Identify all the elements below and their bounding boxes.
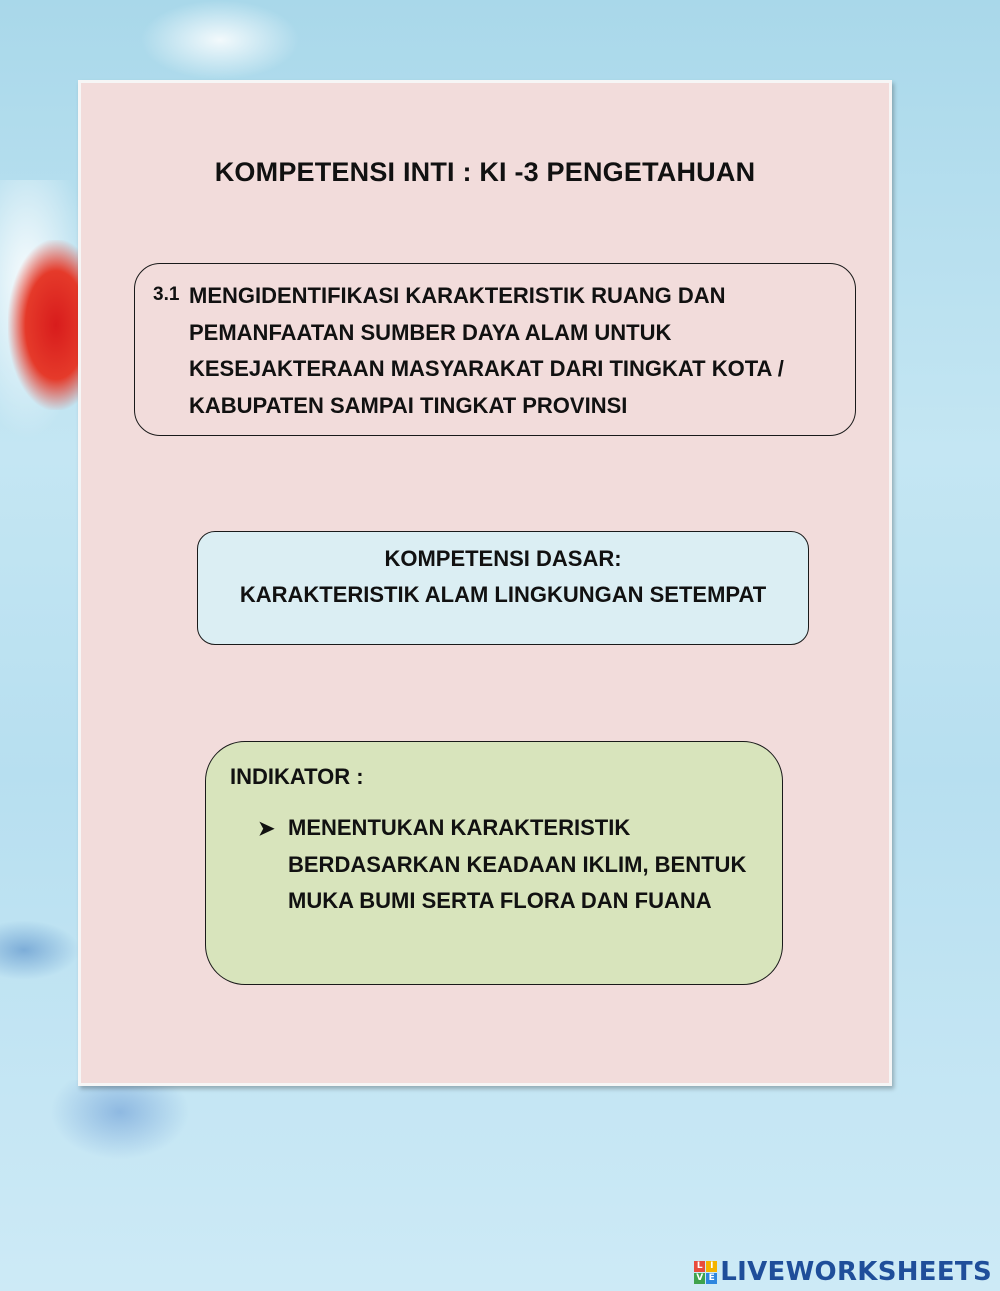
ki-line: KESEJAKTERAAN MASYARAKAT DARI TINGKAT KOTA /: [189, 356, 784, 381]
kompetensi-dasar-box: [197, 531, 809, 645]
arrow-bullet-icon: ➤: [258, 818, 275, 840]
ki-line: MENGIDENTIFIKASI KARAKTERISTIK RUANG DAN: [189, 283, 726, 308]
page-title: KOMPETENSI INTI : KI -3 PENGETAHUAN: [214, 157, 756, 187]
background-branch-decoration: [0, 920, 80, 980]
kd-text: KARAKTERISTIK ALAM LINGKUNGAN SETEMPAT: [239, 582, 767, 607]
indikator-line: MENENTUKAN KARAKTERISTIK: [288, 815, 631, 840]
worksheet-card: [78, 80, 892, 1086]
ki-number: 3.1: [153, 284, 180, 305]
background-flowers-decoration: [50, 1080, 190, 1160]
kompetensi-inti-box: [134, 263, 856, 436]
logo-text: LIVEWORKSHEETS: [720, 1257, 992, 1287]
kd-heading: KOMPETENSI DASAR:: [384, 546, 622, 571]
ki-text: [189, 278, 829, 424]
indikator-text: [288, 810, 758, 920]
indikator-box: [205, 741, 783, 985]
indikator-line: MUKA BUMI SERTA FLORA DAN FUANA: [288, 888, 712, 913]
ki-line: PEMANFAATAN SUMBER DAYA ALAM UNTUK: [189, 319, 672, 345]
ki-line: KABUPATEN SAMPAI TINGKAT PROVINSI: [189, 392, 628, 418]
liveworksheets-logo: [694, 1257, 992, 1287]
background-heart-decoration: [8, 240, 88, 410]
logo-badge-icon: L I V E: [694, 1261, 717, 1284]
indikator-heading: INDIKATOR :: [230, 764, 364, 789]
background-cloud: [140, 0, 300, 80]
indikator-line: BERDASARKAN KEADAAN IKLIM, BENTUK: [288, 851, 747, 877]
